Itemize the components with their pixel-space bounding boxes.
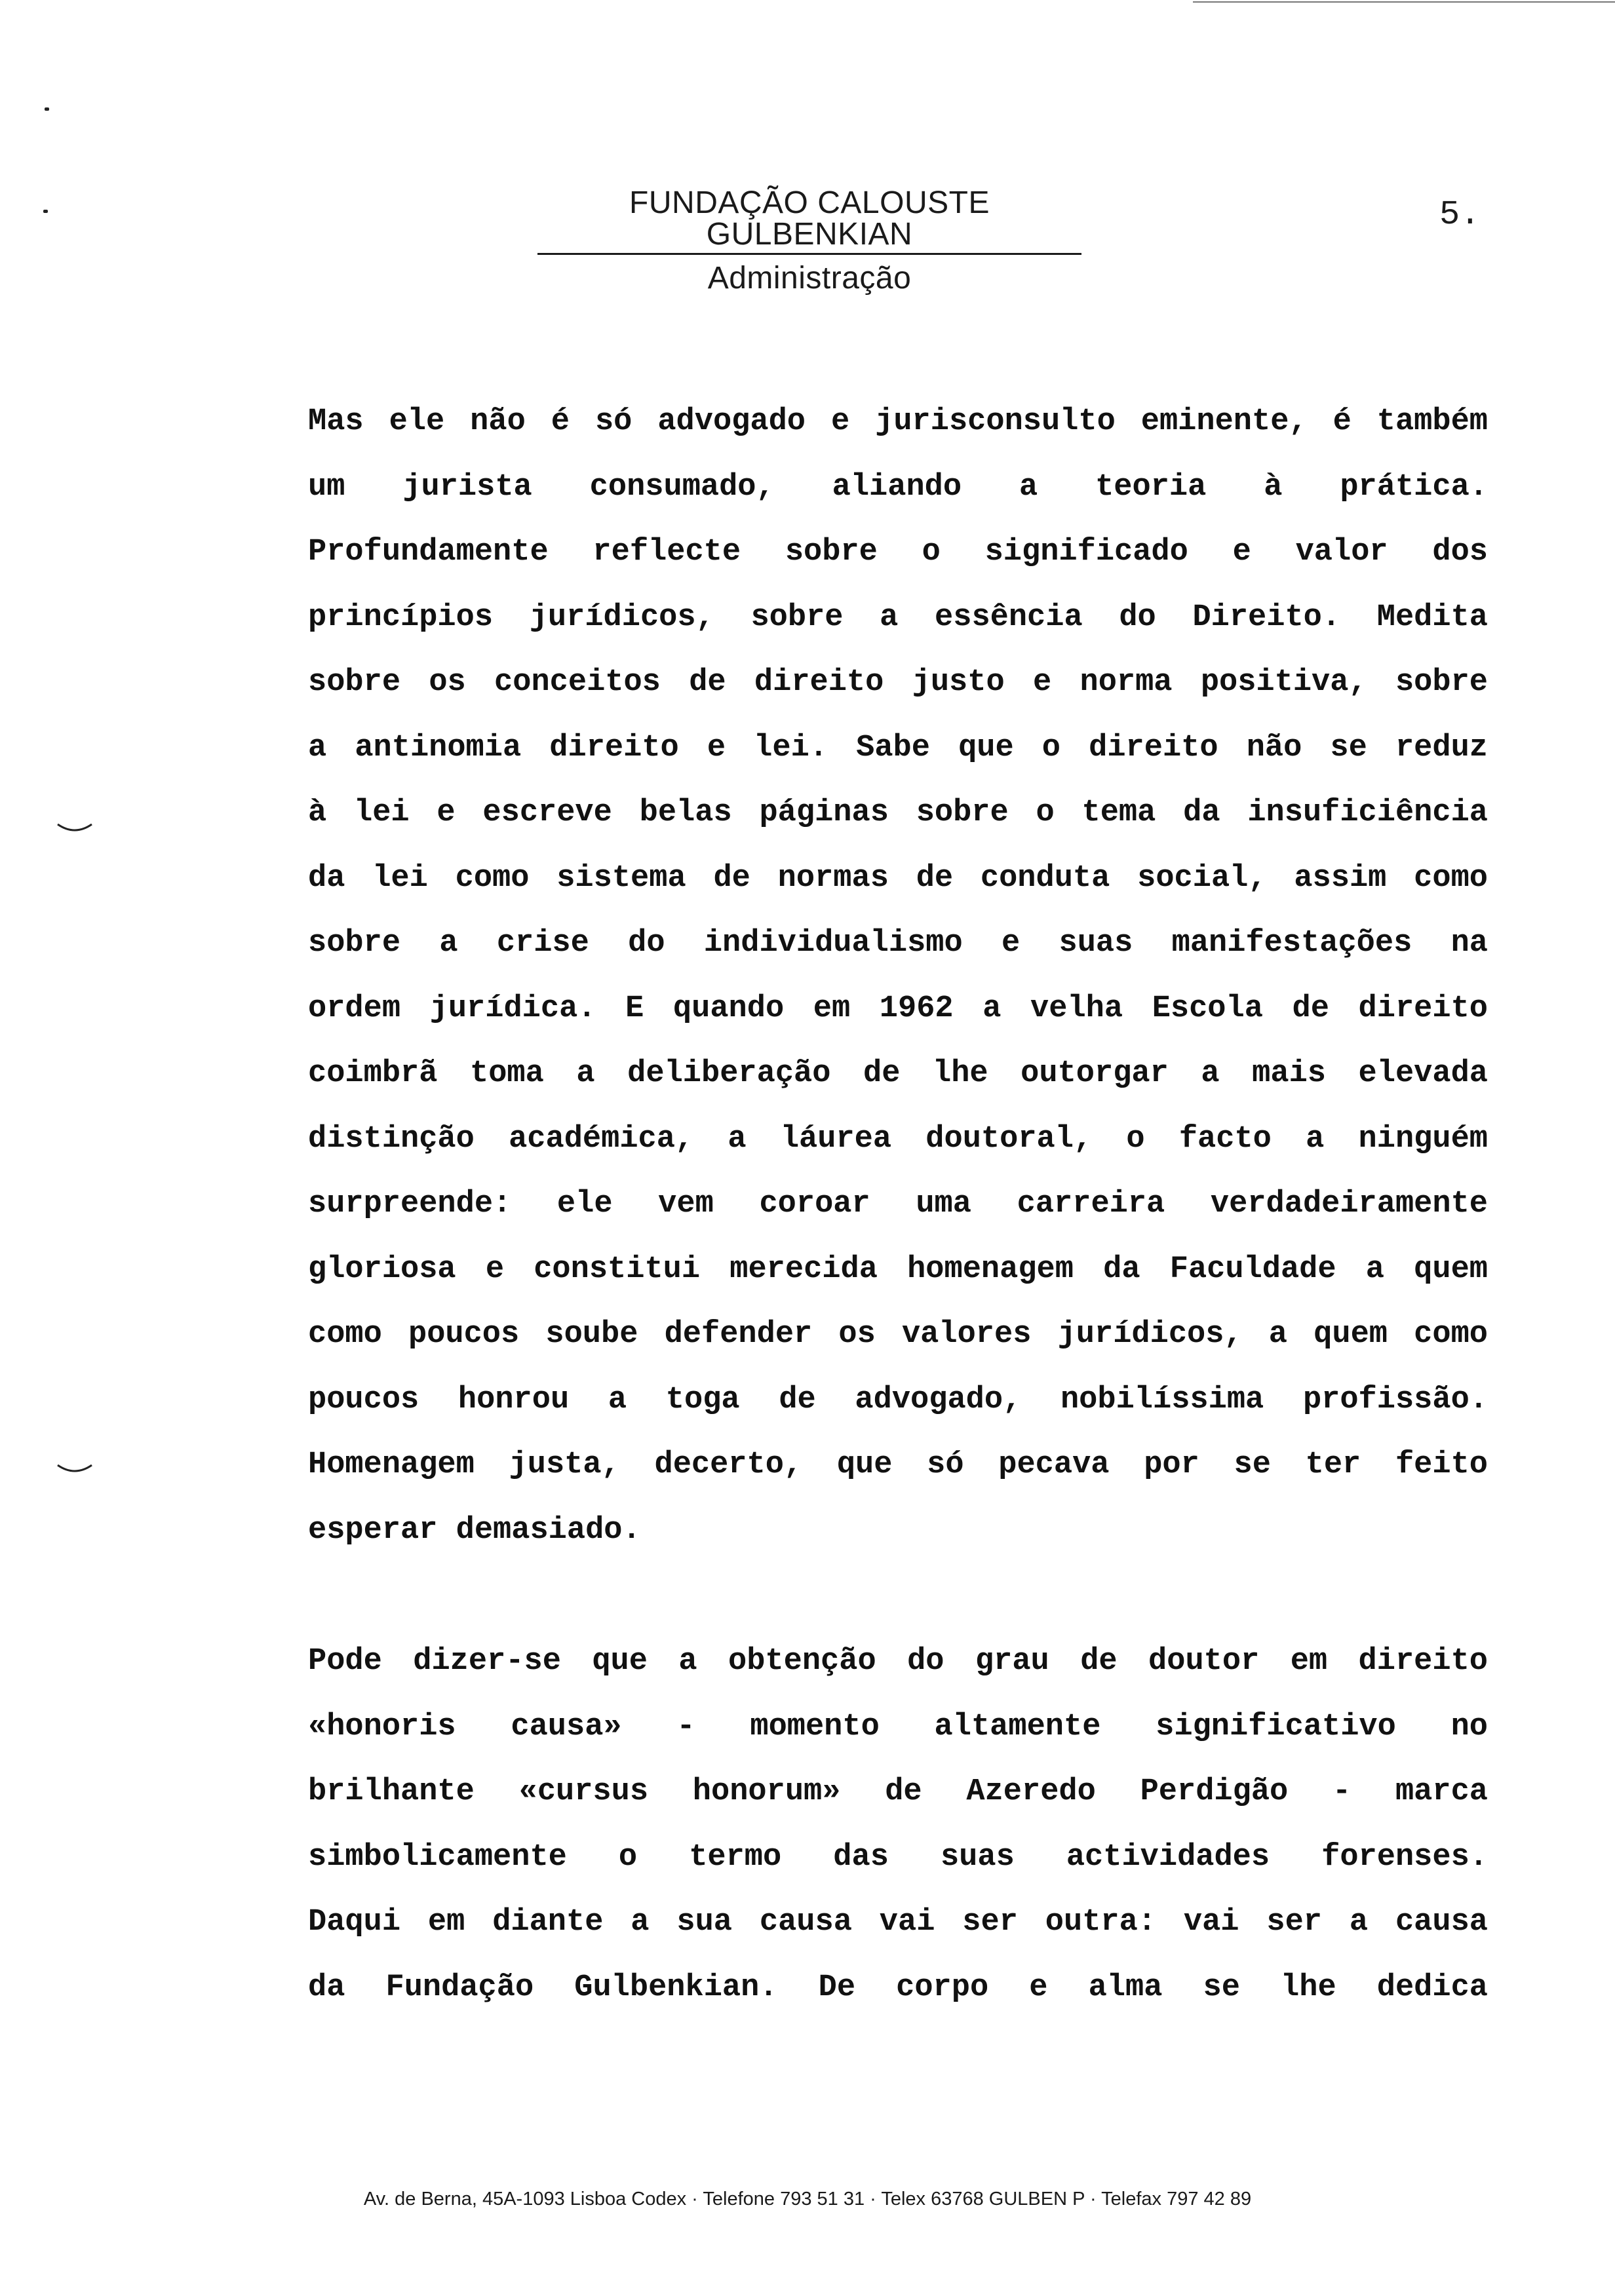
text-line: a antinomia direito e lei. Sabe que o direito não se reduz <box>308 730 1488 765</box>
margin-dot <box>43 210 48 213</box>
text-line: Daqui em diante a sua causa vai ser outra: vai ser a causa <box>308 1905 1488 1940</box>
text-line: poucos honrou a toga de advogado, nobilíssima profissão. <box>308 1382 1488 1417</box>
top-edge-rule <box>1193 1 1615 3</box>
text-line: Mas ele não é só advogado e jurisconsulto eminente, é também <box>308 404 1488 439</box>
text-line: um jurista consumado, aliando a teoria à prática. <box>308 469 1488 505</box>
text-line: sobre os conceitos de direito justo e norma positiva, sobre <box>308 665 1488 700</box>
margin-curve-mark <box>56 1464 93 1473</box>
text-line: esperar demasiado. <box>308 1512 641 1548</box>
text-line: sobre a crise do individualismo e suas manifestações na <box>308 926 1488 961</box>
text-line: à lei e escreve belas páginas sobre o tema da insuficiência <box>308 795 1488 830</box>
text-line: brilhante «cursus honorum» de Azeredo Perdigão - marca <box>308 1774 1488 1809</box>
text-line: surpreende: ele vem coroar uma carreira verdadeiramente <box>308 1187 1488 1221</box>
department-name: Administração <box>707 261 912 296</box>
page-number: 5. <box>1439 195 1481 234</box>
footer-address: Av. de Berna, 45A-1093 Lisboa Codex · Telefone 793 51 31 · Telex 63768 GULBEN P · Telefax 797 42 89 <box>363 2189 1252 2210</box>
text-line: Pode dizer-se que a obtenção do grau de doutor em direito <box>308 1644 1488 1679</box>
text-line: ordem jurídica. E quando em 1962 a velha Escola de direito <box>308 991 1488 1026</box>
text-line: como poucos soube defender os valores jurídicos, a quem como <box>308 1317 1488 1352</box>
text-line: distinção académica, a láurea doutoral, o facto a ninguém <box>308 1121 1488 1157</box>
text-line: da lei como sistema de normas de conduta social, assim como <box>308 860 1488 896</box>
text-line: simbolicamente o termo das suas actividades forenses. <box>308 1839 1488 1875</box>
text-line: «honoris causa» - momento altamente significativo no <box>308 1709 1488 1744</box>
paragraph-1 <box>308 389 1488 1563</box>
text-line: princípios jurídicos, sobre a essência do Direito. Medita <box>308 600 1488 635</box>
text-line: da Fundação Gulbenkian. De corpo e alma se lhe dedica <box>308 1970 1488 2005</box>
letterhead <box>537 187 1081 294</box>
paragraph-2 <box>308 1629 1488 2020</box>
text-line: Profundamente reflecte sobre o significado e valor dos <box>308 535 1488 569</box>
organization-name: FUNDAÇÃO CALOUSTE GULBENKIAN <box>537 187 1081 255</box>
text-line: coimbrã toma a deliberação de lhe outorgar a mais elevada <box>308 1056 1488 1091</box>
margin-curve-mark <box>56 823 93 832</box>
text-line: Homenagem justa, decerto, que só pecava por se ter feito <box>308 1447 1488 1482</box>
margin-dot <box>45 107 49 111</box>
text-line: gloriosa e constitui merecida homenagem da Faculdade a quem <box>308 1252 1488 1287</box>
